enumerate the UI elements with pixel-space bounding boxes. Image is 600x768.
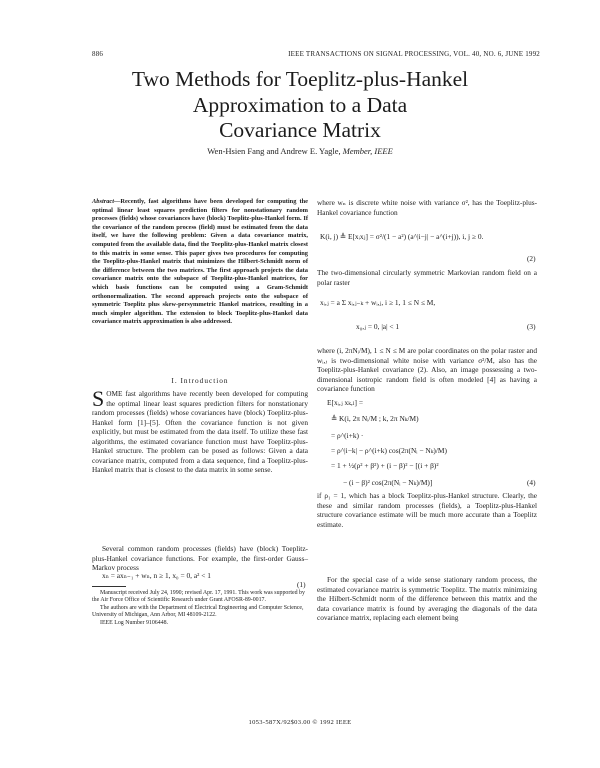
copyright-footer: 1053-587X/92$03.00 © 1992 IEEE — [248, 719, 352, 726]
intro-paragraph-2: Several common random processes (fields) have (block) Toeplitz-plus-Hankel covariance functions. For example, the first-order Gauss–Markov process — [92, 544, 308, 573]
equation-3b: x₀,ⱼ = 0, |a| < 1 — [356, 322, 400, 331]
page-number: 886 — [92, 50, 104, 58]
equation-4-number: (4) — [527, 478, 536, 487]
right-paragraph-2: The two-dimensional circularly symmetric Markovian random field on a polar raster — [317, 268, 537, 287]
equation-1-number: (1) — [297, 580, 306, 589]
equation-4e: = 1 + ½(ρ² + β²) + (i − β)² − [(i + β)² — [331, 461, 439, 470]
intro-text-1: OME fast algorithms have recently been developed for computing the optimal linear least squares prediction filters for nonstationary random processes (fields) whose covariances have (block) Toeplitz-plus-Hankel form [1]–[5]. Often the covariance function is not given explicitly, but must be estimated from the data itself. To utilize these fast algorithms, the estimated covariance function must have Toeplitz-plus-Hankel structure. The problem can be posed as follows: Given a data covariance matrix, computed from a data sequence, find a Toeplitz-plus-Hankel matrix that is closest to the data matrix in some sense. — [92, 389, 308, 475]
equation-4a: E[xᵢ,ⱼ xₖ,ₗ] = — [327, 398, 364, 407]
right-paragraph-3: where (i, 2πNᵢ/M), 1 ≤ N ≤ M are polar coordinates on the polar raster and wᵢ,ⱼ is two-dimensional white noise with variance σ²/M, also has the Toeplitz-plus-Hankel covariance (2). Also, an image possessing a two-dimensional isotropic random field is often modeled [4] as having a covariance function — [317, 346, 537, 394]
footnotes — [92, 590, 308, 627]
author-names: Wen-Hsien Fang and Andrew E. Yagle, — [207, 146, 341, 156]
equation-1: xₙ = axₙ₋₁ + wₙ, n ≥ 1, x₀ = 0, a² < 1 — [102, 571, 211, 580]
paper-title — [60, 67, 540, 144]
abstract — [92, 198, 308, 327]
title-line-3: Covariance Matrix — [219, 118, 381, 142]
equation-4c: = ρ^(i+k) · — [331, 431, 364, 440]
abstract-label: Abstract— — [92, 198, 121, 205]
right-paragraph-4: if ρ₁ = 1, which has a block Toeplitz-plus-Hankel structure. Clearly, the these and similar random processes (fields), a Toeplitz-plus-Hankel structure covariance estimate will be much more accurate than a Toeplitz estimate. — [317, 491, 537, 529]
right-paragraph-1: where wₙ is discrete white noise with variance σ², has the Toeplitz-plus-Hankel covariance function — [317, 198, 537, 217]
title-line-1: Two Methods for Toeplitz-plus-Hankel — [131, 67, 469, 91]
abstract-text: Recently, fast algorithms have been developed for computing the optimal linear least squares prediction filters for nonstationary random processes (fields) whose covariances have (block) Toeplitz-plus-Hankel form. If the covariance of the random process (field) must be estimated from the data itself, we have the following problem: Given a data covariance matrix, computed from the available data, find the Toeplitz-plus-Hankel matrix closest to this matrix in some sense. This paper gives two procedures for computing the Toeplitz-plus-Hankel matrix that minimizes the Hilbert-Schmidt norm of the difference between the two matrices. The first approach projects the data covariance matrix onto the subspace of Toeplitz-plus-Hankel matrices, for which basis functions can be computed using a Gram-Schmidt orthonormalization. The second approach projects onto the subspace of symmetric Toeplitz plus skew-persymmetric Hankel matrices, resulting in a much simpler algorithm. The extension to block Toeplitz-plus-Hankel data covariance matrix approximation is also addressed. — [92, 198, 308, 326]
right-paragraph-5: For the special case of a wide sense stationary random process, the estimated covariance matrix is symmetric Toeplitz. The matrix minimizing the Hilbert-Schmidt norm of the difference between this matrix and the data covariance matrix is found by averaging the diagonals of the data covariance matrix, replacing each element being — [317, 575, 537, 623]
footnote-received: Manuscript received July 24, 1990; revised Apr. 17, 1991. This work was supported by the Air Force Office of Scientific Research under Grant AFOSR-89-0017. — [92, 590, 305, 604]
authors — [60, 146, 540, 156]
footnote-ieee-log: IEEE Log Number 9106448. — [100, 619, 169, 626]
equation-3-number: (3) — [527, 322, 536, 331]
equation-2: K(i, j) ≜ E[xᵢxⱼ] = σ²/(1 − a²) (a^|i−j| − a^(i+j)), i, j ≥ 0. — [320, 232, 484, 241]
journal-header: IEEE TRANSACTIONS ON SIGNAL PROCESSING, VOL. 40, NO. 6, JUNE 1992 — [288, 50, 540, 58]
author-membership: Member, IEEE — [342, 146, 393, 156]
equation-2-number: (2) — [527, 254, 536, 263]
section-heading: I. Introduction — [171, 376, 229, 385]
equation-3a: xᵢ,ⱼ = a Σ xᵢ,ⱼ₋ₖ + wᵢ,ⱼ, i ≥ 1, 1 ≤ N ≤ M, — [320, 298, 436, 307]
drop-cap: S — [92, 386, 105, 411]
title-line-2: Approximation to a Data — [192, 92, 408, 117]
footnote-rule — [92, 586, 126, 587]
equation-4b: ≜ K(i, 2π Nᵢ/M ; k, 2π Nₖ/M) — [331, 414, 419, 423]
equation-4f: − (i − β)² cos(2π(Nᵢ − Nₖ)/M)] — [343, 478, 433, 487]
footnote-affiliation: The authors are with the Department of Electrical Engineering and Computer Science, University of Michigan, Ann Arbor, MI 48109-2122. — [92, 604, 304, 619]
intro-paragraph-1 — [92, 386, 308, 475]
equation-4d: = ρ^|i−k| − ρ^(i+k) cos(2π(Nᵢ − Nₖ)/M) — [331, 446, 447, 455]
